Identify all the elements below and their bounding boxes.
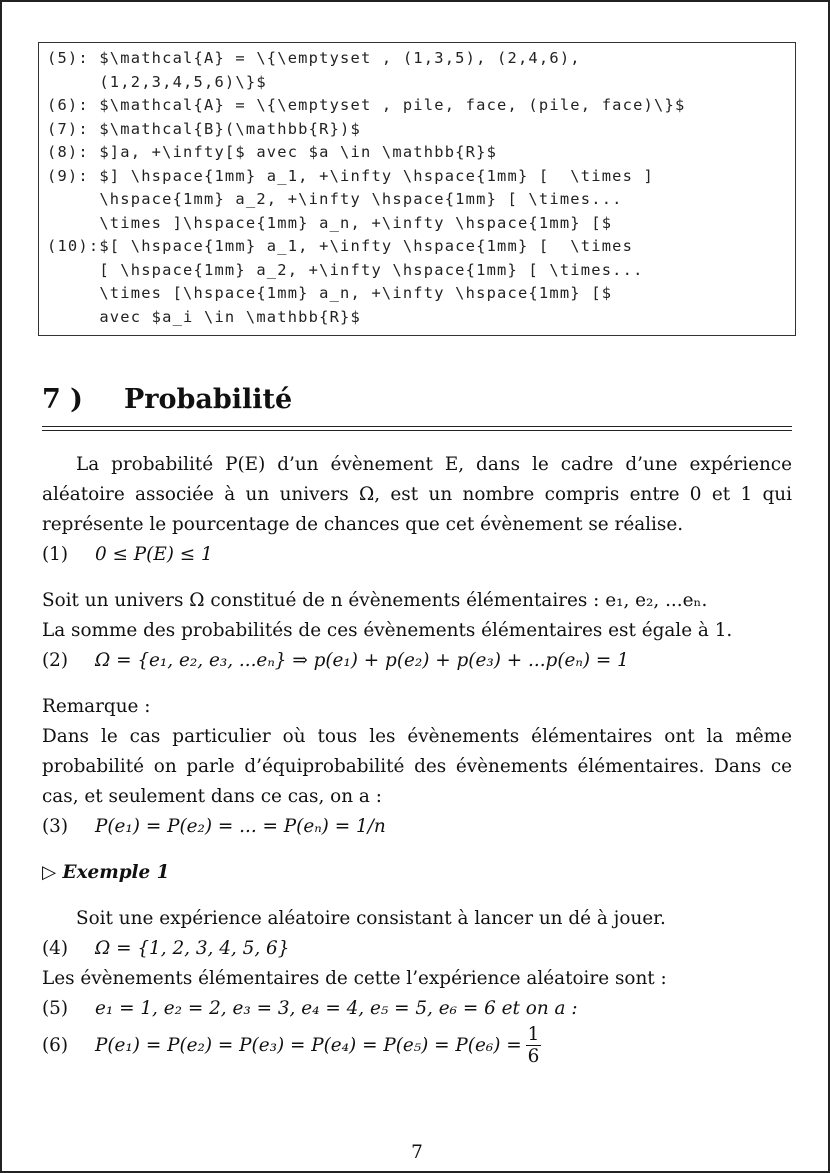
heading-rule-top	[42, 426, 792, 427]
page-number: 7	[411, 1142, 423, 1163]
fraction-numerator: 1	[527, 1024, 540, 1045]
remarque-text: Dans le cas particulier où tous les évènements élémentaires ont la même probabilité on parle d’équiprobabilité des évènements élémentaires. Dans ce cas, et seulement dans ce cas, on a :	[42, 726, 792, 807]
equation-label: (4)	[42, 938, 69, 959]
fraction-denominator: 6	[527, 1046, 540, 1067]
section-heading	[42, 384, 792, 415]
code-line: \hspace{1mm} a_2, +\infty \hspace{1mm} [ \times...	[47, 190, 623, 208]
code-line: (10):$[ \hspace{1mm} a_1, +\infty \hspace{1mm} [ \times	[47, 237, 634, 255]
equation-label: (6)	[42, 1034, 69, 1056]
code-line: (5): $\mathcal{A} = \{\emptyset , (1,3,5), (2,4,6),	[47, 49, 581, 67]
equation-body: P(e₁) = P(e₂) = ... = P(eₙ) = 1/n	[95, 816, 386, 837]
code-line: avec $a_i \in \mathbb{R}$	[47, 307, 361, 326]
section-title: Probabilité	[124, 384, 293, 415]
equation-body: P(e₁) = P(e₂) = P(e₃) = P(e₄) = P(e₅) = P(e₆) =	[95, 1034, 522, 1056]
equation-1	[42, 540, 792, 570]
code-line: (1,2,3,4,5,6)\}$	[47, 72, 267, 91]
exemple-text: Les évènements élémentaires de cette l’expérience aléatoire sont :	[42, 968, 667, 989]
equation-body: e₁ = 1, e₂ = 2, e₃ = 3, e₄ = 4, e₅ = 5, e₆ = 6 et on a :	[95, 998, 578, 1019]
equation-label: (1)	[42, 544, 69, 565]
code-line: (8): $]a, +\infty[$ avec $a \in \mathbb{R}$	[47, 143, 498, 161]
equation-body: Ω = {1, 2, 3, 4, 5, 6}	[95, 938, 290, 959]
equation-2	[42, 646, 792, 676]
exemple-intro: Soit une expérience aléatoire consistant à lancer un dé à jouer.	[76, 908, 666, 929]
section-body	[42, 450, 792, 1067]
heading-rule-bottom	[42, 430, 792, 431]
fraction-one-sixth	[526, 1024, 542, 1067]
paragraph-intro: La probabilité P(E) d’un évènement E, dans le cadre d’une expérience aléatoire associée à un univers Ω, est un nombre compris entre 0 et 1 qui représente le pourcentage de chances que cet évènement se réalise.	[42, 454, 792, 535]
paragraph-somme: La somme des probabilités de ces évènements élémentaires est égale à 1.	[42, 620, 733, 641]
remarque-title: Remarque :	[42, 696, 151, 717]
equation-6	[42, 1024, 792, 1067]
equation-label: (2)	[42, 650, 69, 671]
code-line: [ \hspace{1mm} a_2, +\infty \hspace{1mm} [ \times...	[47, 260, 644, 279]
code-line: (9): $] \hspace{1mm} a_1, +\infty \hspace{1mm} [ \times ]	[47, 166, 655, 185]
equation-3	[42, 812, 792, 842]
equation-label: (5)	[42, 998, 69, 1019]
exemple-label: ▷ Exemple 1	[42, 862, 170, 883]
code-line: \times [\hspace{1mm} a_n, +\infty \hspace{1mm} [$	[47, 284, 613, 302]
code-line: \times ]\hspace{1mm} a_n, +\infty \hspace{1mm} [$	[47, 213, 613, 232]
code-line: (6): $\mathcal{A} = \{\emptyset , pile, face, (pile, face)\}$	[47, 96, 686, 114]
section-number: 7 )	[42, 384, 83, 415]
latex-code-block	[38, 42, 796, 336]
equation-body: Ω = {e₁, e₂, e₃, ...eₙ} ⇒ p(e₁) + p(e₂) + p(e₃) + ...p(eₙ) = 1	[95, 650, 629, 671]
equation-5	[42, 994, 792, 1024]
code-line: (7): $\mathcal{B}(\mathbb{R})$	[47, 119, 361, 138]
equation-body: 0 ≤ P(E) ≤ 1	[95, 544, 213, 565]
equation-4	[42, 934, 792, 964]
paragraph-univers: Soit un univers Ω constitué de n évènements élémentaires : e₁, e₂, ...eₙ.	[42, 590, 708, 611]
equation-label: (3)	[42, 816, 69, 837]
